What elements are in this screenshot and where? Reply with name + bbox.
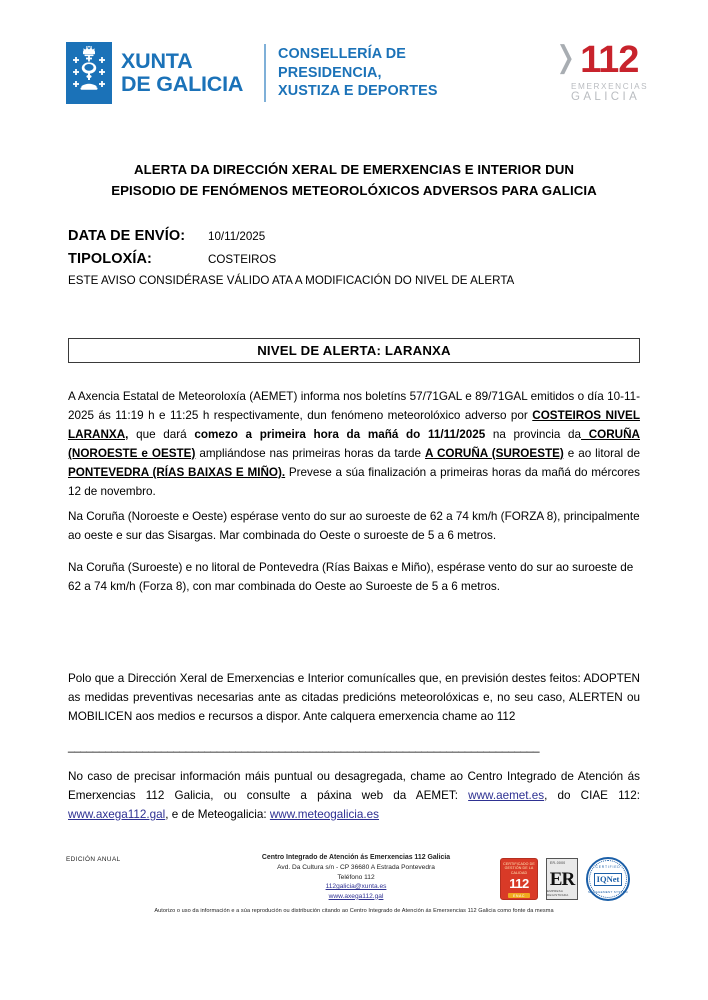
iqnet-bottom-text: MANAGEMENT SYSTEM — [588, 890, 628, 894]
p1-seg6: Prevese a súa finalización a primeiras horas da mañá do mércores 12 de novembro. — [68, 465, 641, 498]
p1-seg1: A Axencia Estatal de Meteoroloxía (AEMET) informa nos boletíns 57/71GAL e 89/71GAL emitidos o día 10-11-2025 ás 11:19 h e 11:25 h respectivamente, dun fenómeno meteorolóxico adverso por — [68, 390, 640, 422]
logo-112-emerxencias — [553, 41, 663, 103]
aenor-top-text: CERTIFICADO DE GESTIÓN DE LA CALIDAD — [503, 862, 535, 875]
link-aemet[interactable]: www.aemet.es — [468, 788, 545, 802]
conselleria-line2: PRESIDENCIA, — [278, 64, 382, 81]
link-axega112[interactable]: www.axega112.gal — [68, 807, 166, 821]
iqnet-certified-icon — [586, 857, 630, 901]
iqnet-top-text: CERTIFIED — [595, 865, 621, 869]
footer-center-title: Centro Integrado de Atención ás Emerxencias 112 Galicia — [261, 854, 451, 861]
footer-center-address: Avd. Da Cultura s/n - CP 36680 A Estrada Pontevedra — [277, 864, 435, 871]
logo-112-number: 112 — [580, 39, 639, 81]
coruna-forecast-paragraph: Na Coruña (Noroeste e Oeste) espérase vento do sur ao suroeste de 62 a 74 km/h (FORZA 8), principalmente ao oeste e sur das Sisargas. Mar combinada do Oeste o suroeste de 5 a 6 metros. — [68, 510, 640, 542]
contact-seg2: , do CIAE 112: — [544, 788, 640, 802]
validity-note: ESTE AVISO CONSIDÉRASE VÁLIDO ATA A MODIFICACIÓN DO NIVEL DE ALERTA — [68, 274, 515, 287]
body-paragraph-1 — [68, 388, 640, 515]
p1-seg5: e ao litoral de — [563, 446, 641, 460]
typology-label: TIPOLOXÍA: — [68, 251, 152, 267]
aenor-bottom-text: ENAC — [508, 893, 530, 898]
send-date-value: 10/11/2025 — [208, 230, 266, 243]
footer-legal-notice: Autorizo o uso da información e a súa reprodución ou distribución citando ao Centro Integrado de Atención ás Emerxencias 112 Galicia como fonte da mesma — [154, 908, 554, 914]
page-title-line2: EPISODIO DE FENÓMENOS METEOROLÓXICOS ADVERSOS PARA GALICIA — [111, 182, 597, 198]
header-divider — [264, 44, 266, 102]
chevron-right-icon: ❭ — [553, 40, 579, 75]
aenor-number: 112 — [509, 876, 529, 892]
xunta-wordmark — [121, 50, 243, 96]
er-mark-text: ER — [549, 868, 575, 890]
contact-seg1: No caso de precisar información máis puntual ou desagregada, chame ao Centro Integrado de Atención ás Emerxencias 112 Galicia, ou consulte a páxina web da AEMET: — [68, 770, 640, 802]
galicia-coat-of-arms-icon — [66, 42, 112, 104]
typology-value: COSTEIROS — [208, 253, 277, 266]
p1-strong-coruna-so: A CORUÑA (SUROESTE) — [425, 446, 564, 460]
iqnet-mark-text: IQNet — [594, 873, 623, 886]
link-meteogalicia[interactable]: www.meteogalicia.es — [269, 807, 379, 821]
pontevedra-forecast-paragraph: Na Coruña (Suroeste) e no litoral de Pontevedra (Rías Baixas e Miño), espérase vento do sur ao suroeste de 62 a 74 km/h (Forza 8), con mar combinada do Oeste ao Suroeste de 5 a 6 metros. — [68, 560, 634, 593]
send-date-row — [68, 228, 648, 244]
alert-level-box — [68, 338, 640, 363]
document-header — [0, 38, 708, 114]
aemet-bulletin-paragraph — [68, 388, 640, 502]
typology-row — [68, 251, 648, 267]
p1-seg4: ampliándose nas primeiras horas da tarde — [195, 446, 425, 460]
body-paragraphs-detail — [68, 508, 640, 610]
p1-strong-pontevedra: PONTEVEDRA (RÍAS BAIXAS E MIÑO). — [68, 465, 286, 479]
logo-112-sub-galicia: GALICIA — [571, 91, 641, 103]
contact-seg3: , e de Meteogalicia: — [165, 807, 270, 821]
page-title — [50, 160, 658, 201]
er-bottom-text: EMPRESA REGISTRADA — [547, 889, 569, 897]
send-date-label: DATA DE ENVÍO: — [68, 228, 186, 244]
xunta-wordmark-line1: XUNTA — [121, 48, 193, 73]
instructions-paragraph — [68, 670, 640, 727]
er-empresa-registrada-icon — [546, 858, 578, 900]
er-top-text: ER-0000 — [550, 861, 566, 865]
footer-certification-logos — [500, 857, 630, 901]
p1-strong-comezo: comezo a primeira hora da mañá do 11/11/2025 — [194, 427, 486, 441]
conselleria-name — [278, 45, 438, 101]
contact-paragraph — [68, 768, 640, 825]
section-separator: ____________________________________________________________________________ — [68, 740, 540, 753]
footer-contact-block — [196, 853, 516, 901]
alert-level-text: NIVEL DE ALERTA: LARANXA — [257, 343, 451, 358]
p1-seg3: na provincia da — [485, 427, 582, 441]
xunta-wordmark-line2: DE GALICIA — [121, 72, 244, 96]
logo-112-row — [553, 41, 663, 79]
contact-text — [68, 768, 640, 825]
metadata-block — [68, 228, 648, 287]
footer-edition-label: EDICIÓN ANUAL — [66, 856, 121, 863]
footer-center-phone: Teléfono 112 — [337, 873, 375, 881]
instructions-text: Polo que a Dirección Xeral de Emerxencias e Interior comunícalles que, en previsión destes feitos: ADOPTEN as medidas preventivas necesarias ante as citadas predicións meteorolóxicas e, no seu caso, ALERTEN ou MOBILICEN aos medios e recursos a dispor. Ante calquera emerxencia chame ao 112 — [68, 672, 640, 723]
p1-strong-coruna-no-o: CORUÑA (NOROESTE e OESTE) — [68, 427, 640, 460]
aenor-112-certificate-icon — [500, 858, 538, 900]
logo-112-sub-emerxencias: EMERXENCIAS — [571, 82, 649, 91]
p1-seg2: que dará — [128, 427, 195, 441]
p1-strong-costeiros: COSTEIROS NIVEL LARANXA, — [68, 408, 640, 441]
page-title-line1: ALERTA DA DIRECCIÓN XERAL DE EMERXENCIAS E INTERIOR DUN — [133, 162, 575, 177]
footer-center-web[interactable]: www.axega112.gal — [328, 892, 384, 900]
conselleria-line3: XUSTIZA E DEPORTES — [278, 83, 438, 100]
footer-center-email[interactable]: 112galicia@xunta.es — [325, 883, 387, 891]
conselleria-line1: CONSELLERÍA DE — [278, 46, 406, 62]
xunta-de-galicia-logo — [66, 42, 243, 104]
